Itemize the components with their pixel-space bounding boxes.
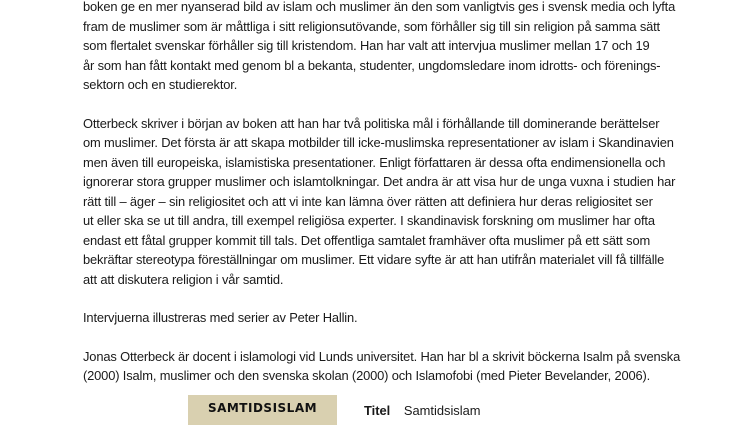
text-line: Otterbeck skriver i början av boken att han har två politiska mål i förhållande till dominerande berättelser — [83, 115, 660, 131]
text-line: att att diskutera religion i vår samtid. — [83, 271, 284, 287]
text-line: rätt till – äger – sin religiositet och att vi inte kan lämna över rätten att definiera hur deras religiositet ser — [83, 193, 653, 209]
paragraph-intro — [83, 0, 683, 95]
text-line: men även till europeiska, islamistiska presentationer. Enligt författaren är dessa ofta endimensionella och — [83, 154, 666, 170]
text-line: fram de muslimer som är måttliga i sitt religionsutövande, som förhåller sig till sin religion på samma sätt — [83, 18, 660, 34]
text-line: endast ett fåtal grupper kommit till tals. Det offentliga samtalet framhäver ofta muslimer på ett sätt som — [83, 232, 651, 248]
article-body — [83, 0, 683, 386]
text-line: Jonas Otterbeck är docent i islamologi vid Lunds universitet. Han har bl a skrivit böckerna Isalm på svenska — [83, 348, 681, 364]
text-line: ut eller ska se ut till andra, till exempel religiösa experter. I skandinavisk forskning om muslimer har ofta — [83, 213, 655, 228]
text-line: om muslimer. Det första är att skapa motbilder till icke-muslimska representationer av islam i Skandinavien — [83, 135, 674, 150]
book-cover-title: SAMTIDSISLAM — [207, 401, 318, 415]
text-line: år som han fått kontakt med genom bl a bekanta, studenter, ungdomsledare inom idrotts- och förenings- — [83, 57, 661, 73]
book-cover — [188, 395, 337, 425]
metadata-label: Titel — [364, 403, 391, 418]
text-line: bekräftar stereotypa föreställningar om muslimer. Ett vidare syfte är att han utifrån materialet vill få tillfälle — [83, 252, 665, 267]
text-line: sektorn och en studierektor. — [83, 77, 238, 92]
paragraph-illustrations — [83, 308, 683, 328]
text-line: (2000) Isalm, muslimer och den svenska skolan (2000) och Islamofobi (med Pieter Bevelander, 2006). — [83, 368, 651, 383]
paragraph-author — [83, 347, 683, 386]
book-metadata — [364, 403, 481, 418]
metadata-value: Samtidsislam — [403, 403, 481, 418]
text-line: Intervjuerna illustreras med serier av Peter Hallin. — [83, 310, 358, 325]
paragraph-aims — [83, 114, 683, 290]
text-line: boken ge en mer nyanserad bild av islam och muslimer än den som vanligtvis ges i svensk media och lyfta — [83, 0, 676, 14]
text-line: ignorerar stora grupper muslimer och islamtolkningar. Det andra är att visa hur de unga vuxna i studien har — [83, 174, 676, 189]
text-line: som flertalet svenskar förhåller sig till kristendom. Han har valt att intervjua muslimer mellan 17 och 19 — [83, 38, 650, 53]
